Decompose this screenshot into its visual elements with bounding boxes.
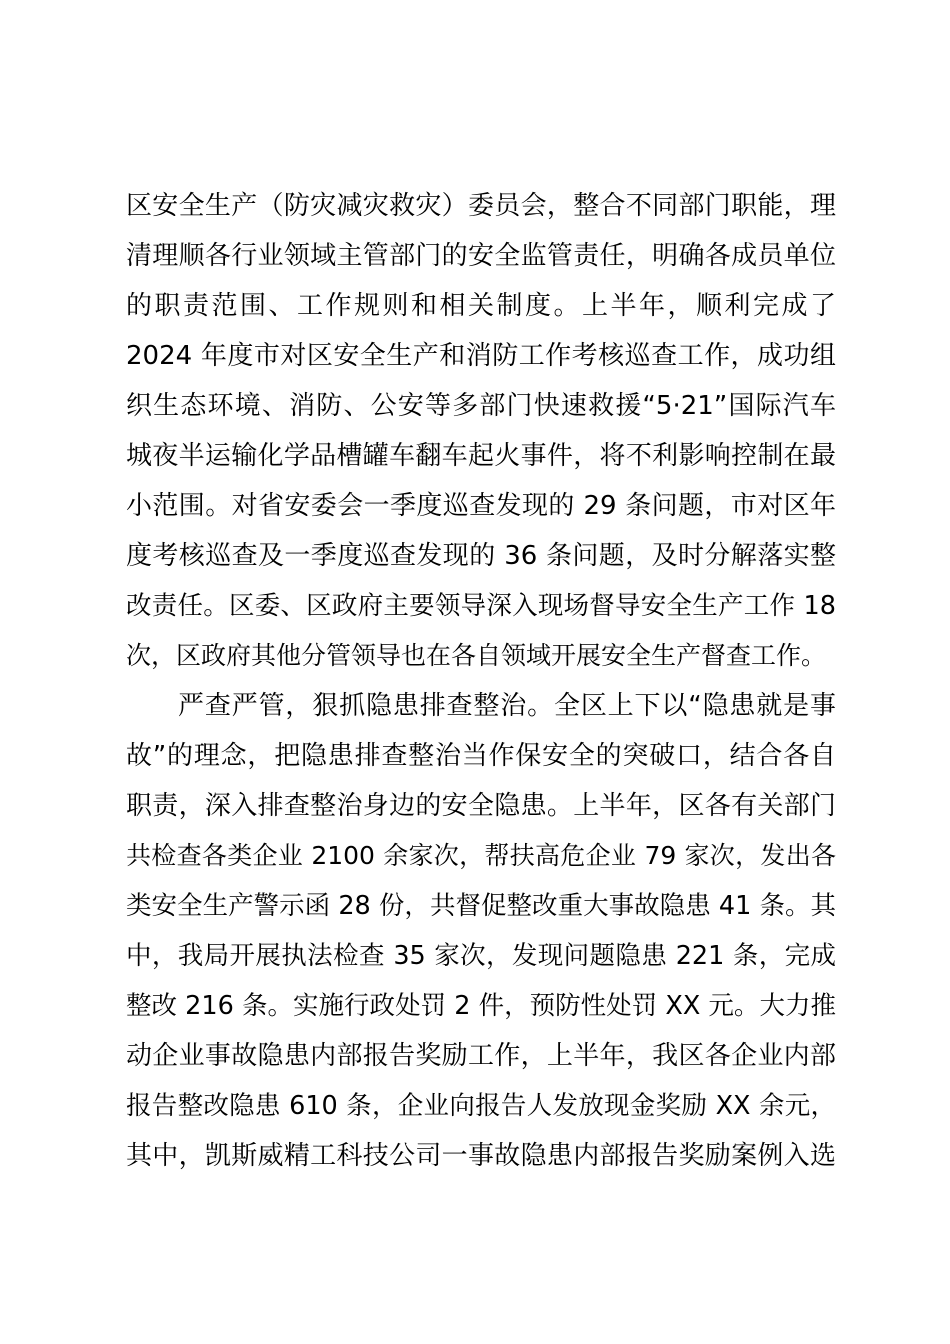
paragraph-line: 动企业事故隐患内部报告奖励工作，上半年，我区各企业内部 bbox=[126, 1041, 836, 1071]
paragraph-line: 故”的理念，把隐患排查整治当作保安全的突破口，结合各自 bbox=[126, 741, 836, 771]
paragraph-line: 清理顺各行业领域主管部门的安全监管责任，明确各成员单位 bbox=[126, 241, 836, 271]
paragraph-line: 其中，凯斯威精工科技公司一事故隐患内部报告奖励案例入选 bbox=[126, 1141, 836, 1171]
paragraph-line: 2024 年度市对区安全生产和消防工作考核巡查工作，成功组 bbox=[126, 341, 836, 371]
paragraph-line: 类安全生产警示函 28 份，共督促整改重大事故隐患 41 条。其 bbox=[126, 891, 836, 921]
paragraph-line: 织生态环境、消防、公安等多部门快速救援“5·21”国际汽车 bbox=[126, 391, 836, 421]
paragraph-line: 小范围。对省安委会一季度巡查发现的 29 条问题，市对区年 bbox=[126, 491, 836, 521]
paragraph-line: 严查严管，狠抓隐患排查整治。全区上下以“隐患就是事 bbox=[178, 691, 836, 721]
paragraph-line: 共检查各类企业 2100 余家次，帮扶高危企业 79 家次，发出各 bbox=[126, 841, 836, 870]
paragraph-line: 度考核巡查及一季度巡查发现的 36 条问题，及时分解落实整 bbox=[126, 541, 836, 571]
paragraph-line: 中，我局开展执法检查 35 家次，发现问题隐患 221 条，完成 bbox=[126, 941, 836, 971]
paragraph-line: 区安全生产（防灾减灾救灾）委员会，整合不同部门职能，理 bbox=[126, 191, 836, 221]
paragraph-line: 报告整改隐患 610 条，企业向报告人发放现金奖励 XX 余元， bbox=[126, 1091, 836, 1121]
paragraph-line: 次，区政府其他分管领导也在各自领域开展安全生产督查工作。 bbox=[126, 641, 827, 670]
paragraph-line: 整改 216 条。实施行政处罚 2 件，预防性处罚 XX 元。大力推 bbox=[126, 991, 836, 1021]
paragraph-line: 职责，深入排查整治身边的安全隐患。上半年，区各有关部门 bbox=[126, 791, 836, 821]
paragraph-line: 改责任。区委、区政府主要领导深入现场督导安全生产工作 18 bbox=[126, 591, 836, 621]
paragraph-line: 的职责范围、工作规则和相关制度。上半年，顺利完成了 bbox=[126, 291, 836, 321]
paragraph-line: 城夜半运输化学品槽罐车翻车起火事件，将不利影响控制在最 bbox=[126, 441, 836, 471]
